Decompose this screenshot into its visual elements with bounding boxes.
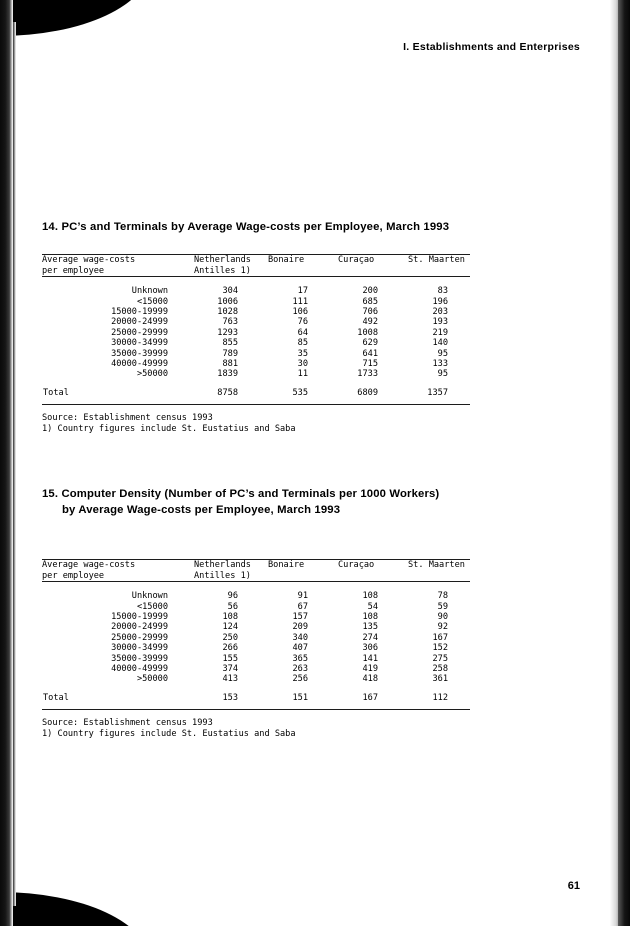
row-value: 763 (222, 317, 238, 328)
row-label: 35000-39999 (111, 653, 168, 664)
row-value: 250 (222, 632, 238, 643)
table-row (42, 369, 470, 379)
page-number: 61 (567, 880, 580, 892)
table-row (42, 338, 470, 348)
table-15-title-line2: by Average Wage-costs per Employee, March 1993 (62, 504, 341, 516)
running-head: I. Establishments and Enterprises (403, 41, 580, 53)
row-value: 685 (362, 296, 378, 307)
row-label: 15000-19999 (111, 612, 168, 622)
row-value: 141 (362, 653, 378, 664)
row-value: 67 (297, 601, 308, 612)
book-spine-shadow (0, 0, 13, 926)
row-value: 95 (437, 348, 448, 359)
row-value: 361 (432, 674, 448, 685)
row-label: 35000-39999 (111, 348, 168, 359)
row-value: 209 (292, 622, 308, 633)
row-value: 1028 (217, 307, 238, 317)
row-value: 106 (292, 307, 308, 317)
row-value: 340 (292, 632, 308, 643)
col-header-line-1: Netherlands (194, 560, 251, 570)
row-value: 413 (222, 674, 238, 685)
row-value: 140 (432, 338, 448, 349)
table-15-title-line1: 15. Computer Density (Number of PC’s and Terminals per 1000 Workers) (42, 488, 440, 500)
row-value: 263 (292, 664, 308, 675)
table-15-body-spacer (42, 582, 470, 591)
table-row (42, 674, 470, 684)
table-14-grid (42, 255, 470, 276)
row-value: 196 (432, 296, 448, 307)
row-label: >50000 (136, 674, 168, 685)
row-value: 706 (362, 307, 378, 317)
stub-line-2: per employee (42, 570, 105, 581)
row-value: 83 (437, 286, 448, 297)
row-value: 155 (222, 653, 238, 664)
row-value: 203 (432, 307, 448, 317)
table-row (42, 633, 470, 643)
table-14-body (42, 277, 470, 404)
row-value: 881 (222, 359, 238, 370)
table-14-title-line1: 14. PC’s and Terminals by Average Wage-costs per Employee, March 1993 (42, 221, 450, 233)
table-15-footnote-1: 1) Country figures include St. Eustatius and Saba (42, 729, 296, 740)
total-value: 1357 (427, 387, 448, 398)
table-row (42, 359, 470, 369)
row-value: 193 (432, 317, 448, 328)
row-label: Unknown (131, 591, 168, 602)
row-value: 92 (437, 622, 448, 633)
table-row (42, 317, 470, 327)
table-row (42, 328, 470, 338)
table-row (42, 602, 470, 612)
table-15-grid (42, 560, 470, 581)
table-15-body (42, 582, 470, 709)
table-14-source-note: Source: Establishment census 1993 (42, 413, 213, 424)
table-block-15 (42, 470, 512, 740)
table-15-rule-bottom (42, 709, 470, 710)
table-14-col-header-antilles (190, 255, 260, 276)
row-label: <15000 (136, 601, 168, 612)
table-14-col-header-curacao: Curaçao (338, 255, 375, 265)
table-row (42, 297, 470, 307)
row-value: 256 (292, 674, 308, 685)
table-15-col-header-curacao: Curaçao (338, 560, 375, 570)
table-row (42, 643, 470, 653)
table-15-col-header-st-maarten: St. Maarten (408, 560, 465, 570)
row-label: 40000-49999 (111, 359, 168, 370)
table-14-rule-bottom (42, 404, 470, 405)
row-label: 15000-19999 (111, 307, 168, 317)
row-label: 20000-24999 (111, 622, 168, 633)
row-value: 304 (222, 286, 238, 297)
table-total-row (42, 693, 470, 703)
table-14-header-row (42, 255, 470, 276)
row-value: 157 (292, 612, 308, 622)
row-value: 91 (297, 591, 308, 602)
table-14-col-header-st-maarten: St. Maarten (408, 255, 465, 265)
table-15-col-header-antilles (190, 560, 260, 581)
row-value: 407 (292, 643, 308, 654)
row-value: 108 (362, 591, 378, 602)
row-value: 30 (297, 359, 308, 370)
col-header-line-2: Antilles 1) (194, 265, 251, 276)
row-value: 266 (222, 643, 238, 654)
table-14-stub-header (42, 255, 190, 276)
row-value: 258 (432, 664, 448, 675)
total-value: 167 (362, 692, 378, 703)
row-value: 85 (297, 338, 308, 349)
row-value: 275 (432, 653, 448, 664)
table-row (42, 654, 470, 664)
row-value: 789 (222, 348, 238, 359)
row-value: 152 (432, 643, 448, 654)
table-row (42, 349, 470, 359)
table-total-row (42, 388, 470, 398)
total-label: Total (43, 387, 69, 398)
stub-line-1: Average wage-costs (42, 255, 136, 265)
col-header-line-2: Antilles 1) (194, 570, 251, 581)
table-row (42, 307, 470, 317)
page-edge-right-dark (618, 0, 630, 926)
table-row (42, 612, 470, 622)
row-label: 25000-29999 (111, 632, 168, 643)
row-label: Unknown (131, 286, 168, 297)
row-value: 1733 (357, 369, 378, 380)
table-row (42, 286, 470, 296)
row-value: 274 (362, 632, 378, 643)
row-value: 59 (437, 601, 448, 612)
row-value: 90 (437, 612, 448, 622)
row-value: 135 (362, 622, 378, 633)
row-value: 35 (297, 348, 308, 359)
total-value: 8758 (217, 387, 238, 398)
table-15 (42, 559, 470, 710)
row-label: 30000-34999 (111, 643, 168, 654)
table-14-notes (42, 413, 512, 435)
row-value: 64 (297, 327, 308, 338)
row-label: 40000-49999 (111, 664, 168, 675)
row-value: 133 (432, 359, 448, 370)
row-value: 492 (362, 317, 378, 328)
spacer-cell (42, 582, 470, 591)
table-14-col-header-bonaire: Bonaire (268, 255, 305, 265)
row-value: 96 (227, 591, 238, 602)
table-15-col-header-bonaire: Bonaire (268, 560, 305, 570)
row-value: 11 (297, 369, 308, 380)
row-value: 167 (432, 632, 448, 643)
table-14-title (42, 203, 512, 235)
table-15-title (42, 470, 512, 534)
table-15-notes (42, 718, 512, 740)
row-label: 20000-24999 (111, 317, 168, 328)
book-spine-gutter-line (13, 22, 16, 906)
row-value: 1839 (217, 369, 238, 380)
total-label: Total (43, 692, 69, 703)
row-value: 111 (292, 296, 308, 307)
row-label: 30000-34999 (111, 338, 168, 349)
row-value: 76 (297, 317, 308, 328)
row-value: 95 (437, 369, 448, 380)
row-value: 365 (292, 653, 308, 664)
total-value: 151 (292, 692, 308, 703)
row-value: 56 (227, 601, 238, 612)
stub-line-2: per employee (42, 265, 105, 276)
row-label: 25000-29999 (111, 327, 168, 338)
total-value: 6809 (357, 387, 378, 398)
total-value: 153 (222, 692, 238, 703)
row-value: 419 (362, 664, 378, 675)
row-value: 374 (222, 664, 238, 675)
table-14 (42, 254, 470, 405)
total-value: 535 (292, 387, 308, 398)
row-label: <15000 (136, 296, 168, 307)
table-row (42, 622, 470, 632)
row-value: 306 (362, 643, 378, 654)
row-value: 418 (362, 674, 378, 685)
table-row (42, 591, 470, 601)
total-spacer (42, 685, 470, 693)
stub-line-1: Average wage-costs (42, 560, 136, 570)
table-14-body-spacer (42, 277, 470, 286)
row-value: 1008 (357, 327, 378, 338)
row-value: 219 (432, 327, 448, 338)
row-value: 108 (222, 612, 238, 622)
row-value: 200 (362, 286, 378, 297)
col-header-line-1: Netherlands (194, 255, 251, 265)
row-value: 54 (367, 601, 378, 612)
row-value: 1293 (217, 327, 238, 338)
total-value: 112 (432, 692, 448, 703)
row-value: 78 (437, 591, 448, 602)
spacer-cell (42, 277, 470, 286)
total-spacer (42, 380, 470, 388)
row-value: 124 (222, 622, 238, 633)
table-block-14 (42, 203, 512, 435)
row-label: >50000 (136, 369, 168, 380)
row-value: 855 (222, 338, 238, 349)
row-value: 17 (297, 286, 308, 297)
spacer-cell (42, 685, 470, 693)
row-value: 108 (362, 612, 378, 622)
row-value: 629 (362, 338, 378, 349)
table-15-header-row (42, 560, 470, 581)
table-15-source-note: Source: Establishment census 1993 (42, 718, 213, 729)
table-15-stub-header (42, 560, 190, 581)
row-value: 641 (362, 348, 378, 359)
table-14-footnote-1: 1) Country figures include St. Eustatius and Saba (42, 424, 296, 435)
table-row (42, 664, 470, 674)
spacer-cell (42, 380, 470, 388)
row-value: 1006 (217, 296, 238, 307)
row-value: 715 (362, 359, 378, 370)
